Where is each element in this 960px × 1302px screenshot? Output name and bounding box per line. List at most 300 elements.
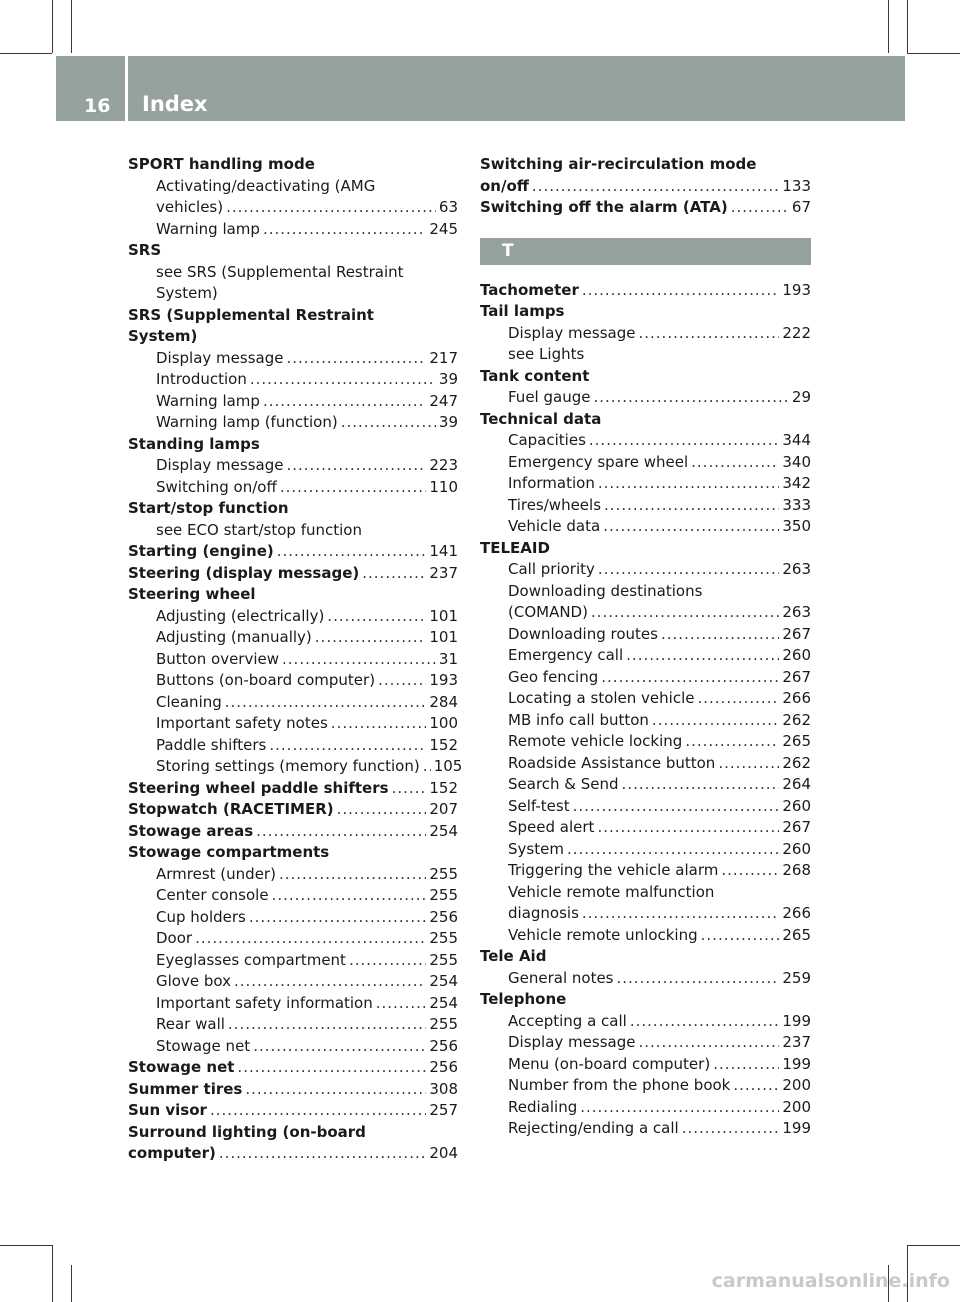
dot-leader <box>593 387 788 409</box>
dot-leader <box>652 710 779 732</box>
dot-leader <box>253 1036 426 1058</box>
dot-leader <box>589 430 779 452</box>
dot-leader <box>582 280 780 302</box>
dot-leader <box>331 713 427 735</box>
index-subentry <box>128 950 458 972</box>
entry-text: Switching air-recirculation mode <box>480 155 757 173</box>
index-subentry <box>128 176 458 198</box>
entry-text: see Lights <box>508 345 585 363</box>
index-subentry <box>128 369 458 391</box>
entry-text: Information <box>508 474 595 492</box>
index-subentry <box>128 928 458 950</box>
entry-text: Telephone <box>480 990 567 1008</box>
entry-text: Tele Aid <box>480 947 547 965</box>
page-reference[interactable]: 255 <box>429 886 458 904</box>
page-reference[interactable]: 247 <box>429 391 458 410</box>
page-reference[interactable]: 260 <box>782 839 811 858</box>
index-subentry <box>128 197 458 219</box>
page-reference[interactable]: 342 <box>782 474 811 492</box>
entry-text: Buttons (on-board computer) <box>156 671 376 689</box>
page-reference[interactable]: 254 <box>429 972 458 990</box>
dot-leader <box>591 602 779 624</box>
dot-leader <box>721 860 779 882</box>
entry-text: Cleaning <box>156 692 222 711</box>
page-reference[interactable]: 263 <box>782 560 811 578</box>
entry-text: Menu (on-board computer) <box>508 1054 711 1073</box>
page-reference[interactable]: 222 <box>782 323 811 342</box>
page-reference[interactable]: 340 <box>782 452 811 471</box>
dot-leader <box>597 817 779 839</box>
entry-text: Steering (display message) <box>128 563 360 582</box>
entry-text: vehicles) <box>156 198 224 216</box>
index-subentry <box>480 860 811 882</box>
dot-leader <box>582 903 779 925</box>
dot-leader <box>697 688 779 710</box>
page-reference[interactable]: 266 <box>782 689 811 707</box>
index-subentry <box>128 283 458 305</box>
index-subentry <box>128 670 458 692</box>
page-reference[interactable]: 152 <box>429 735 458 754</box>
index-subentry <box>128 907 458 929</box>
entry-text: Tires/wheels <box>508 495 602 514</box>
dot-leader <box>210 1100 426 1122</box>
dot-leader <box>327 606 426 628</box>
entry-text: Switching off the alarm (ATA) <box>480 198 728 216</box>
index-entry <box>480 280 811 302</box>
page-reference[interactable]: 110 <box>429 477 458 496</box>
page-reference[interactable]: 245 <box>429 219 458 238</box>
page-reference[interactable]: 256 <box>429 907 458 926</box>
crop-mark <box>907 53 960 54</box>
page-reference[interactable]: 200 <box>782 1097 811 1116</box>
index-entry <box>128 1079 458 1101</box>
page-reference[interactable]: 200 <box>782 1076 811 1094</box>
index-subentry <box>480 452 811 474</box>
entry-text: Accepting a call <box>508 1011 627 1030</box>
page-reference[interactable]: 255 <box>429 864 458 883</box>
entry-text: Cup holders <box>156 907 246 926</box>
dot-leader <box>237 1057 426 1079</box>
index-entry <box>480 197 811 219</box>
page-reference[interactable]: 256 <box>429 1036 458 1055</box>
crop-mark <box>907 1245 960 1246</box>
dot-leader <box>630 1011 780 1033</box>
index-entry <box>128 584 458 606</box>
dot-leader <box>225 692 427 714</box>
entry-text: Button overview <box>156 649 280 668</box>
index-subentry <box>128 649 458 671</box>
index-subentry <box>128 391 458 413</box>
page-reference[interactable]: 263 <box>782 603 811 621</box>
entry-text: Activating/deactivating (AMG <box>156 176 376 195</box>
entry-text: Stowage areas <box>128 821 254 840</box>
page-reference[interactable]: 262 <box>782 753 811 772</box>
entry-text: Tachometer <box>480 280 579 299</box>
page-reference[interactable]: 255 <box>429 929 458 947</box>
index-subentry <box>480 1118 811 1140</box>
index-entry <box>128 1100 458 1122</box>
index-subentry <box>480 1054 811 1076</box>
entry-text: Stowage compartments <box>128 843 330 861</box>
page-reference[interactable]: 254 <box>429 821 458 840</box>
page-reference[interactable]: 152 <box>429 778 458 797</box>
index-entry <box>128 1057 458 1079</box>
page-reference[interactable]: 284 <box>429 692 458 711</box>
page-reference[interactable]: 259 <box>782 968 811 987</box>
page-reference[interactable]: 67 <box>791 198 811 216</box>
page-reference[interactable]: 105 <box>433 757 463 775</box>
index-entry <box>128 821 458 843</box>
page-reference[interactable]: 193 <box>782 280 811 299</box>
index-subentry <box>480 1097 811 1119</box>
dot-leader <box>249 907 427 929</box>
entry-text: System <box>508 839 564 858</box>
entry-text: Technical data <box>480 409 602 428</box>
dot-leader <box>234 971 426 993</box>
index-entry <box>128 1122 458 1144</box>
crop-mark <box>52 1245 53 1302</box>
index-column-left <box>128 154 463 1165</box>
dot-leader <box>256 821 426 843</box>
dot-leader <box>337 799 427 821</box>
index-entry <box>480 366 811 388</box>
dot-leader <box>245 1079 426 1101</box>
page-reference[interactable]: 267 <box>782 624 811 643</box>
index-subentry <box>480 581 811 603</box>
page-reference[interactable]: 260 <box>782 796 811 815</box>
page-reference[interactable]: 199 <box>782 1119 811 1137</box>
dot-leader <box>682 1118 780 1140</box>
entry-text: Standing lamps <box>128 434 260 453</box>
dot-leader <box>733 1075 779 1097</box>
index-subentry <box>128 1014 458 1036</box>
watermark: carmanualsonline.info <box>711 1270 950 1292</box>
entry-text: Roadside Assistance button <box>508 753 716 772</box>
page-reference[interactable]: 266 <box>782 904 811 922</box>
page-reference[interactable]: 255 <box>429 1015 458 1033</box>
page-reference[interactable]: 199 <box>782 1011 811 1030</box>
dot-leader <box>718 753 779 775</box>
entry-text: Adjusting (manually) <box>156 628 312 646</box>
entry-text: Emergency call <box>508 646 624 664</box>
page-reference[interactable]: 207 <box>429 800 458 818</box>
page-reference[interactable]: 256 <box>429 1058 458 1076</box>
entry-text: Sun visor <box>128 1101 207 1119</box>
index-subentry <box>480 516 811 538</box>
page-reference[interactable]: 308 <box>429 1079 458 1098</box>
index-entry <box>128 305 458 327</box>
entry-text: Stopwatch (RACETIMER) <box>128 800 334 818</box>
dot-leader <box>286 455 426 477</box>
entry-text: see SRS (Supplemental Restraint <box>156 262 404 281</box>
page-reference[interactable]: 63 <box>438 198 458 216</box>
page-reference[interactable]: 199 <box>782 1054 811 1073</box>
entry-text: Glove box <box>156 972 231 990</box>
entry-text: Introduction <box>156 370 247 388</box>
index-entry <box>128 154 458 176</box>
index-subentry <box>480 645 811 667</box>
index-subentry <box>480 968 811 990</box>
entry-text: Call priority <box>508 560 595 578</box>
entry-text: Steering wheel <box>128 585 256 603</box>
index-subentry <box>480 1011 811 1033</box>
dot-leader <box>598 473 780 495</box>
dot-leader <box>638 323 779 345</box>
page-reference[interactable]: 262 <box>782 710 811 729</box>
page-reference[interactable]: 31 <box>438 649 458 668</box>
index-entry <box>480 538 811 560</box>
index-entry <box>128 434 458 456</box>
index-subentry <box>480 903 811 925</box>
dot-leader <box>228 1014 426 1036</box>
dot-leader <box>272 885 427 907</box>
index-entry <box>128 498 458 520</box>
index-subentry <box>128 262 458 284</box>
entry-text: Warning lamp <box>156 391 260 410</box>
index-entry <box>480 409 811 431</box>
dot-leader <box>376 993 427 1015</box>
entry-text: Downloading routes <box>508 624 658 643</box>
page-reference[interactable]: 101 <box>429 628 458 646</box>
index-subentry <box>128 713 458 735</box>
page-reference[interactable]: 257 <box>429 1101 458 1119</box>
header-divider <box>125 56 128 121</box>
index-entry <box>480 946 811 968</box>
index-subentry <box>480 688 811 710</box>
entry-text: Warning lamp (function) <box>156 413 338 431</box>
index-subentry <box>128 885 458 907</box>
crop-mark <box>0 1245 52 1246</box>
dot-leader <box>603 516 779 538</box>
entry-text: Adjusting (electrically) <box>156 606 325 625</box>
dot-leader <box>282 649 436 671</box>
section-title: Index <box>142 92 208 116</box>
dot-leader <box>622 774 780 796</box>
index-subentry <box>128 606 458 628</box>
entry-text: Storing settings (memory function) <box>156 757 420 775</box>
index-entry <box>128 541 458 563</box>
entry-text: on/off <box>480 176 529 195</box>
index-subentry <box>128 455 458 477</box>
crop-mark <box>71 0 72 53</box>
entry-text: System) <box>156 284 218 302</box>
index-subentry <box>128 864 458 886</box>
entry-text: Vehicle remote malfunction <box>508 882 715 901</box>
page-reference[interactable]: 193 <box>429 671 458 689</box>
entry-text: Rear wall <box>156 1015 225 1033</box>
dot-leader <box>269 735 426 757</box>
dot-leader <box>701 925 780 947</box>
index-subentry <box>128 412 458 434</box>
entry-text: TELEAID <box>480 538 550 557</box>
index-subentry <box>128 1036 458 1058</box>
entry-text: Fuel gauge <box>508 388 591 406</box>
page-reference[interactable]: 265 <box>782 732 811 750</box>
index-subentry <box>480 753 811 775</box>
index-subentry <box>480 817 811 839</box>
page-reference[interactable]: 254 <box>429 993 458 1012</box>
entry-text: Important safety notes <box>156 714 328 732</box>
dot-leader <box>349 950 426 972</box>
entry-text: Surround lighting (on-board <box>128 1122 366 1141</box>
index-subentry <box>480 495 811 517</box>
index-subentry <box>480 796 811 818</box>
dot-leader <box>226 197 436 219</box>
entry-text: Rejecting/ending a call <box>508 1119 679 1137</box>
dot-leader <box>378 670 426 692</box>
dot-leader <box>604 495 779 517</box>
dot-leader <box>423 756 431 778</box>
dot-leader <box>626 645 779 667</box>
entry-text: (COMAND) <box>508 603 588 621</box>
dot-leader <box>219 1143 427 1165</box>
entry-text: Starting (engine) <box>128 542 274 560</box>
entry-text: Tank content <box>480 366 590 385</box>
entry-text: Center console <box>156 886 269 904</box>
page-reference[interactable]: 267 <box>782 667 811 686</box>
page-reference[interactable]: 268 <box>782 861 811 879</box>
dot-leader <box>263 219 426 241</box>
index-entry <box>128 799 458 821</box>
page-reference[interactable]: 333 <box>782 495 811 514</box>
entry-text: Emergency spare wheel <box>508 452 689 471</box>
entry-text: computer) <box>128 1144 216 1162</box>
index-subentry <box>480 430 811 452</box>
index-subentry <box>480 667 811 689</box>
crop-mark <box>888 0 889 53</box>
entry-text: System) <box>128 327 198 345</box>
index-subentry <box>128 735 458 757</box>
entry-text: Vehicle data <box>508 517 601 535</box>
entry-text: Summer tires <box>128 1079 243 1098</box>
entry-text: Switching on/off <box>156 477 277 496</box>
dot-leader <box>279 864 426 886</box>
dot-leader <box>277 541 427 563</box>
entry-text: Armrest (under) <box>156 864 276 883</box>
entry-text: Geo fencing <box>508 667 599 686</box>
page-reference[interactable]: 267 <box>782 818 811 836</box>
index-entry <box>128 842 458 864</box>
page-reference[interactable]: 39 <box>438 370 458 388</box>
entry-text: Locating a stolen vehicle <box>508 689 695 707</box>
entry-text: see ECO start/stop function <box>156 520 362 539</box>
crop-mark <box>0 53 52 54</box>
page-reference[interactable]: 260 <box>782 646 811 664</box>
entry-text: Speed alert <box>508 818 595 836</box>
index-entry <box>128 240 458 262</box>
index-subentry <box>480 323 811 345</box>
index-subentry <box>480 559 811 581</box>
index-subentry <box>480 839 811 861</box>
dot-leader <box>392 778 427 800</box>
entry-text: Display message <box>508 323 636 342</box>
page-reference[interactable]: 204 <box>429 1144 458 1162</box>
index-entry <box>128 1143 458 1165</box>
index-subentry <box>128 993 458 1015</box>
entry-text: diagnosis <box>508 904 579 922</box>
dot-leader <box>713 1054 779 1076</box>
index-subentry <box>480 882 811 904</box>
page-reference[interactable]: 223 <box>429 456 458 474</box>
dot-leader <box>573 796 780 818</box>
dot-leader <box>286 348 426 370</box>
entry-text: Display message <box>156 348 284 367</box>
dot-leader <box>661 624 779 646</box>
entry-text: Display message <box>156 456 284 474</box>
entry-text: MB info call button <box>508 710 649 729</box>
dot-leader <box>195 928 426 950</box>
page-reference[interactable]: 264 <box>782 775 811 793</box>
page-reference[interactable]: 344 <box>782 431 811 449</box>
index-entry <box>128 563 458 585</box>
dot-leader <box>250 369 436 391</box>
page-reference[interactable]: 350 <box>782 517 811 535</box>
entry-text: Warning lamp <box>156 219 260 238</box>
entry-text: General notes <box>508 968 614 987</box>
index-column-right <box>480 154 811 1140</box>
index-entry <box>480 989 811 1011</box>
page-reference[interactable]: 39 <box>438 413 458 431</box>
entry-text: Start/stop function <box>128 499 289 517</box>
page-reference[interactable]: 237 <box>782 1033 811 1051</box>
dot-leader <box>580 1097 779 1119</box>
entry-text: Display message <box>508 1033 636 1051</box>
dot-leader <box>362 563 426 585</box>
page-reference[interactable]: 101 <box>429 606 458 625</box>
index-subentry <box>480 473 811 495</box>
entry-text: Vehicle remote unlocking <box>508 925 698 944</box>
page-reference[interactable]: 217 <box>429 348 458 367</box>
index-subentry <box>128 348 458 370</box>
entry-text: Search & Send <box>508 775 619 793</box>
page-reference[interactable]: 141 <box>429 542 458 560</box>
dot-leader <box>691 452 779 474</box>
entry-text: SRS <box>128 241 162 259</box>
page-number: 16 <box>84 95 111 117</box>
index-entry <box>480 301 811 323</box>
index-entry <box>480 154 811 176</box>
index-subentry <box>128 692 458 714</box>
entry-text: Number from the phone book <box>508 1076 731 1094</box>
page-reference[interactable]: 265 <box>782 925 811 944</box>
page-reference[interactable]: 100 <box>429 714 458 732</box>
page-reference[interactable]: 29 <box>791 388 811 406</box>
dot-leader <box>280 477 427 499</box>
index-subentry <box>480 710 811 732</box>
dot-leader <box>341 412 436 434</box>
dot-leader <box>567 839 779 861</box>
index-subentry <box>480 774 811 796</box>
dot-leader <box>685 731 779 753</box>
page-reference[interactable]: 133 <box>782 176 811 195</box>
index-subentry <box>480 1075 811 1097</box>
entry-text: Steering wheel paddle shifters <box>128 778 389 797</box>
entry-text: Downloading destinations <box>508 581 703 600</box>
entry-text: SRS (Supplemental Restraint <box>128 305 374 324</box>
entry-text: Capacities <box>508 431 586 449</box>
entry-text: Eyeglasses compartment <box>156 950 346 969</box>
dot-leader <box>601 667 779 689</box>
letter-heading-t: T <box>480 238 811 265</box>
page-reference[interactable]: 255 <box>429 950 458 969</box>
index-subentry <box>480 731 811 753</box>
index-subentry <box>480 387 811 409</box>
entry-text: Door <box>156 929 193 947</box>
page-reference[interactable]: 237 <box>429 563 458 582</box>
entry-text: Stowage net <box>156 1036 251 1055</box>
entry-text: Important safety information <box>156 993 373 1012</box>
index-group-s-continued <box>480 154 811 219</box>
